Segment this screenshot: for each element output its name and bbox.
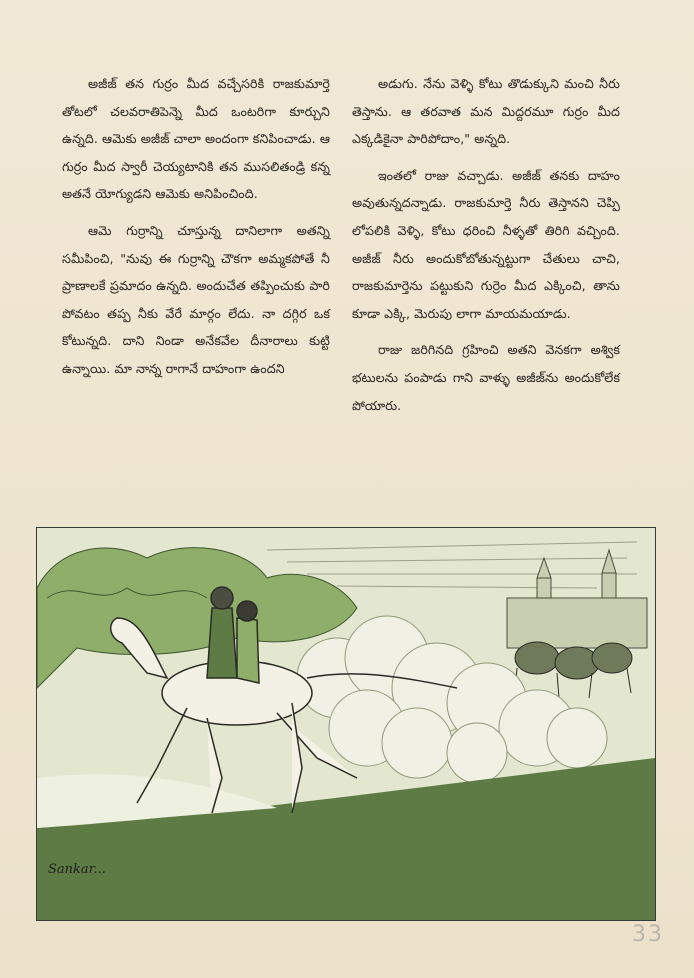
paragraph: అజీజ్ తన గుర్రం మీద వచ్చేసరికి రాజకుమార్తె తోటలో చలవరాతిపెన్నె మీద ఒంటరిగా కూర్చుని ఉన్నది. ఆమెకు అజీజ్ చాలా అందంగా కనిపించాడు. ఆ గుర్రం మీద స్వారీ చెయ్యటానికి తన ముసలితండ్రి కన్న అతనే యోగ్యుడని ఆమెకు అనిపించింది. <box>62 76 330 202</box>
paragraph: అడుగు. నేను వెళ్ళి కోటు తొడుక్కుని మంచి నీరు తెస్తాను. ఆ తరవాత మన మిద్దరమూ గుర్రం మీద ఎక్కడికైనా పారిపోదాం," అన్నది. <box>352 76 620 147</box>
riders <box>207 587 259 683</box>
page-number: 33 <box>632 922 664 947</box>
right-text-column <box>352 66 620 428</box>
paragraph: రాజు జరిగినది గ్రహించి అతని వెనకగా అశ్విక భటులను పంపాడు గాని వాళ్ళు అజీజ్‌ను అందుకోలేక పోయారు. <box>352 342 620 413</box>
artist-signature: Sankar... <box>48 862 106 877</box>
paragraph: ఆమె గుర్రాన్ని చూస్తున్న దానిలాగా అతన్ని సమీపించి, "నువు ఈ గుర్రాన్ని చౌకగా అమ్మకపోతే నీ ప్రాణాలకే ప్రమాదం ఉన్నది. అందుచేత తప్పించుకు పారి పోవటం తప్ప నీకు వేరే మార్గం లేదు. నా దగ్గిర ఒక కోటున్నది. దాని నిండా అనేకవేల దీనారాలు కుట్టి ఉన్నాయి. మా నాన్న రాగానే దాహంగా ఉందని <box>62 222 330 376</box>
story-illustration <box>36 527 656 921</box>
paragraph: ఇంతలో రాజు వచ్చాడు. అజీజ్ తనకు దాహం అవుతున్నదన్నాడు. రాజకుమార్తె నీరు తెస్తానని చెప్పి లోపలికి వెళ్ళి, కోటు ధరించి నీళ్ళతో తిరిగి వచ్చింది. అజీజ్ నీరు అందుకోబోతున్నట్టుగా చేతులు చాచి, రాజకుమార్తెను పట్టుకుని గుర్రెం మీద ఎక్కించి, తాను కూడా ఎక్కి, మెరుపు లాగా మాయమయాడు. <box>352 167 620 321</box>
left-text-column <box>62 66 330 392</box>
